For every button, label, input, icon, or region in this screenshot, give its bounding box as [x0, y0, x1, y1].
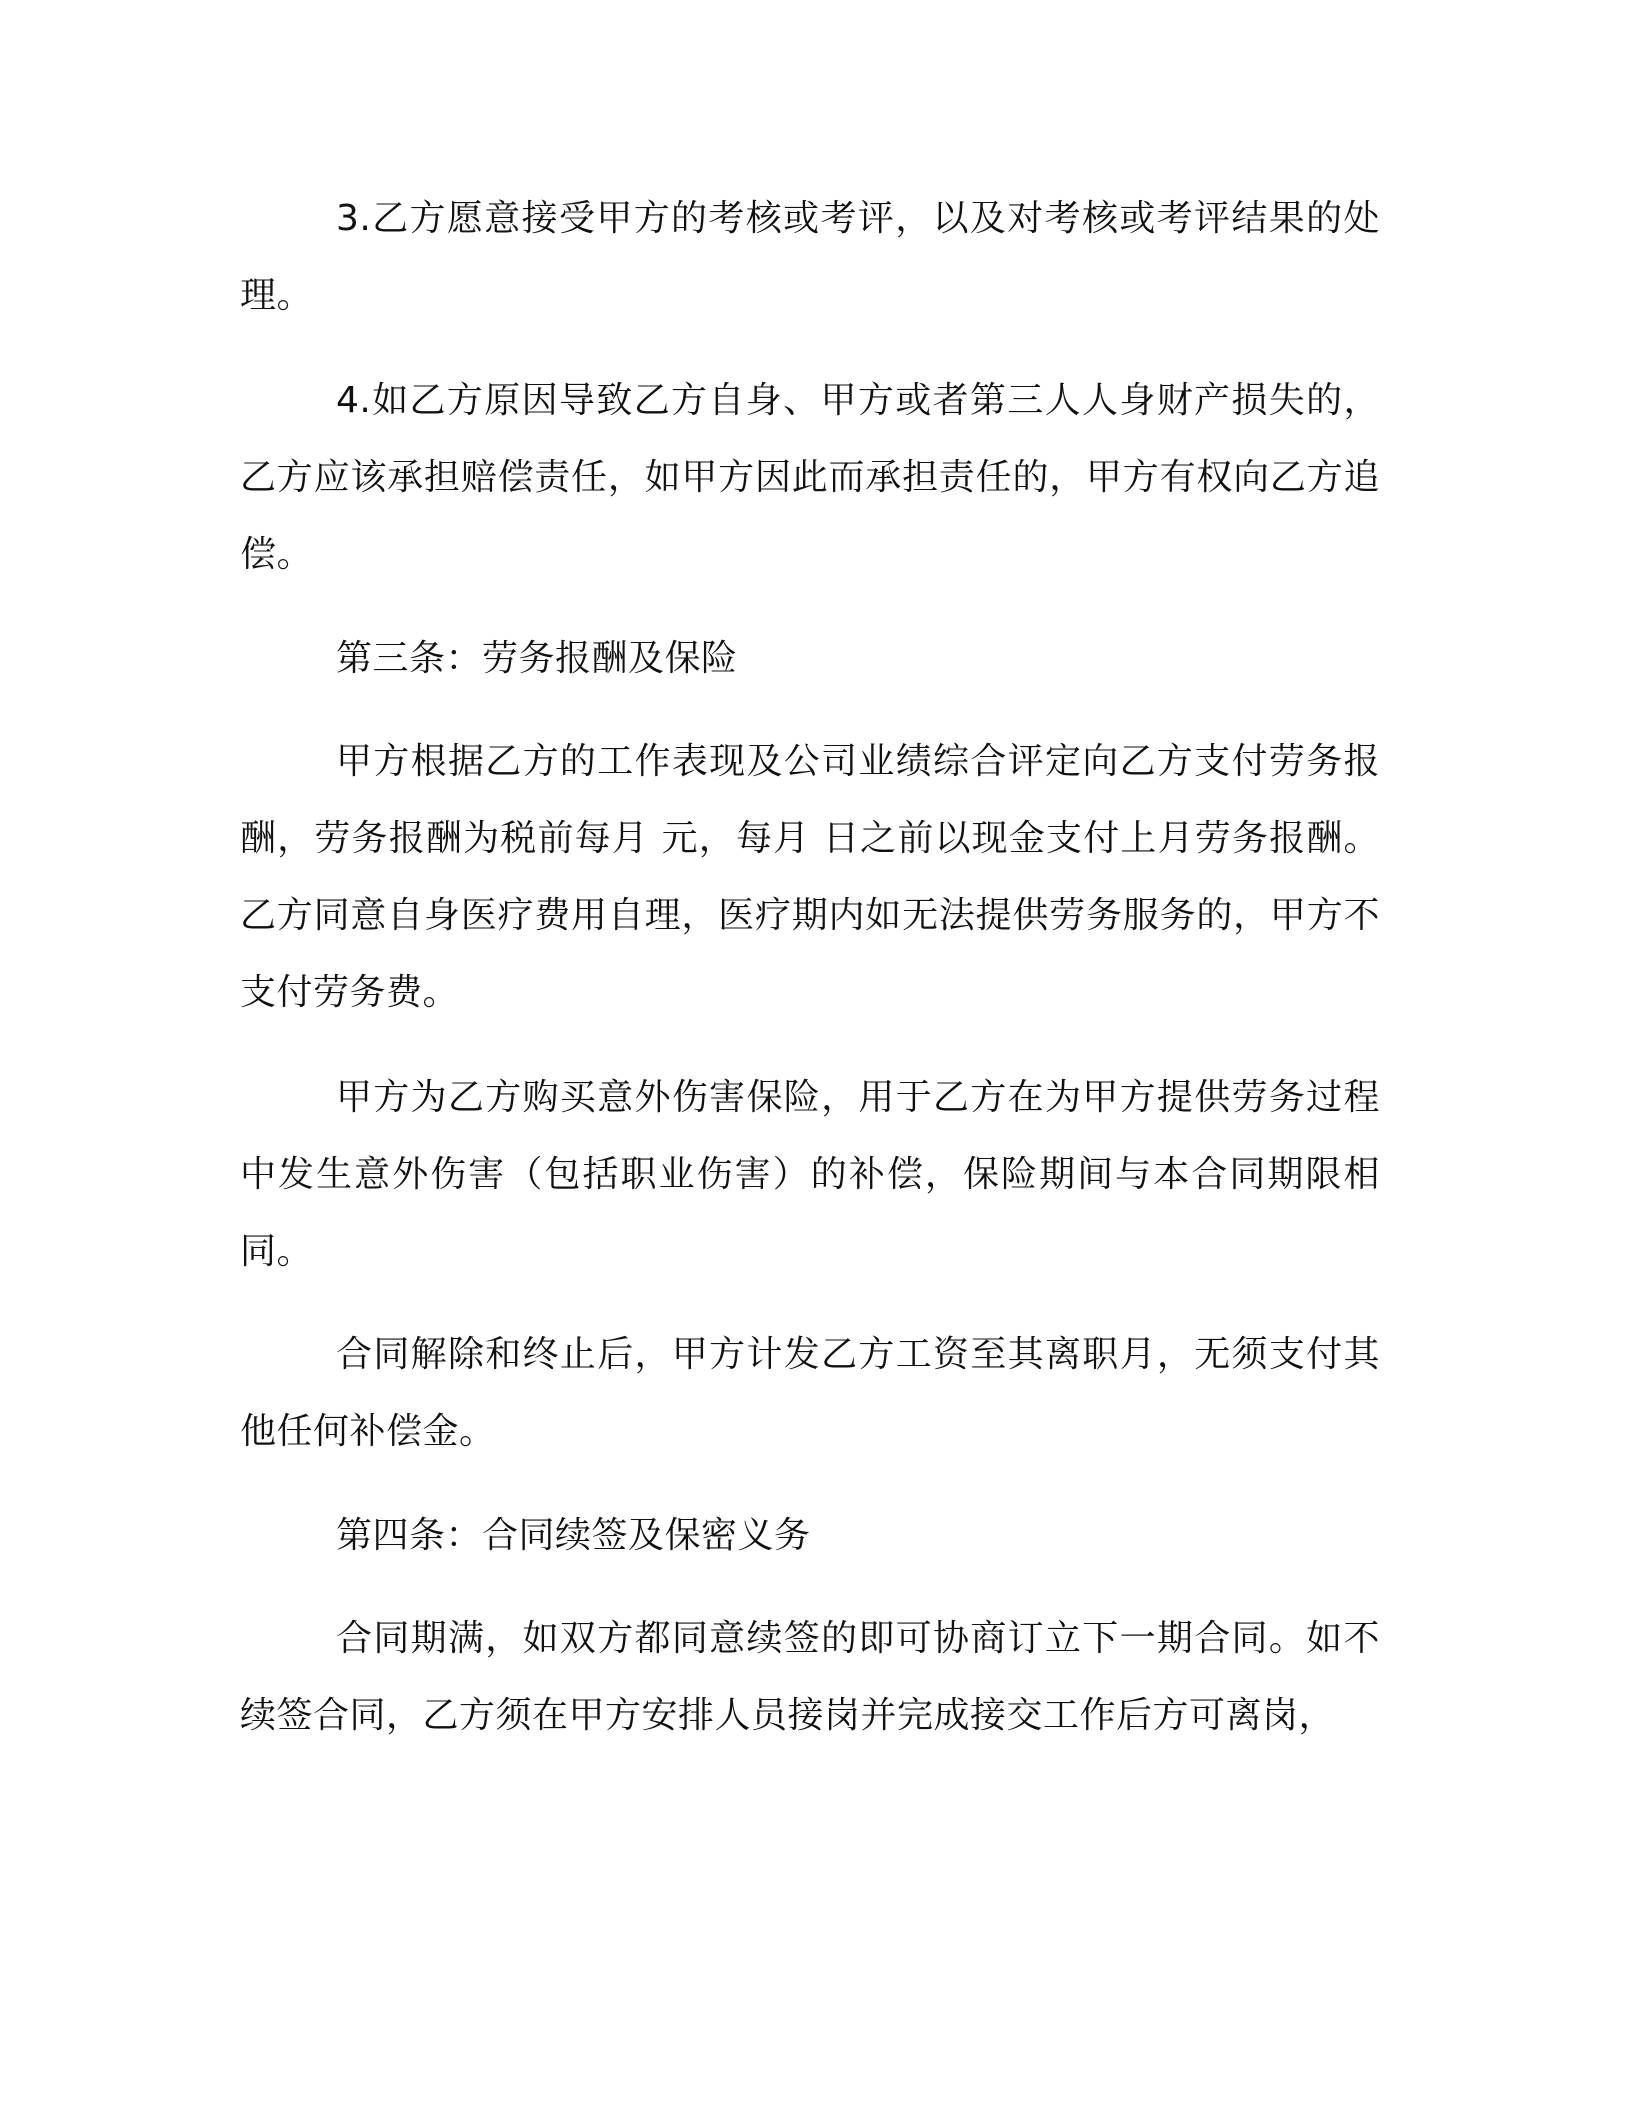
insurance-paragraph: 甲方为乙方购买意外伤害保险，用于乙方在为甲方提供劳务过程中发生意外伤害（包括职业伤害）的补偿，保险期间与本合同期限相同。	[240, 1077, 1380, 1272]
article-three-heading: 第三条：劳务报酬及保险	[336, 638, 738, 679]
article-four-heading: 第四条：合同续签及保密义务	[336, 1515, 811, 1556]
remuneration-paragraph: 甲方根据乙方的工作表现及公司业绩综合评定向乙方支付劳务报酬，劳务报酬为税前每月 元，每月 日之前以现金支付上月劳务报酬。乙方同意自身医疗费用自理，医疗期内如无法提供劳务服务的，甲方不支付劳务费。	[240, 741, 1380, 1013]
clause-4-paragraph: 4.如乙方原因导致乙方自身、甲方或者第三人人身财产损失的，乙方应该承担赔偿责任，如甲方因此而承担责任的，甲方有权向乙方追偿。	[240, 380, 1380, 575]
renewal-paragraph: 合同期满，如双方都同意续签的即可协商订立下一期合同。如不续签合同，乙方须在甲方安排人员接岗并完成接交工作后方可离岗，	[240, 1618, 1380, 1736]
termination-compensation-paragraph: 合同解除和终止后，甲方计发乙方工资至其离职月，无须支付其他任何补偿金。	[240, 1334, 1380, 1452]
clause-3-paragraph: 3.乙方愿意接受甲方的考核或考评，以及对考核或考评结果的处理。	[240, 198, 1380, 316]
